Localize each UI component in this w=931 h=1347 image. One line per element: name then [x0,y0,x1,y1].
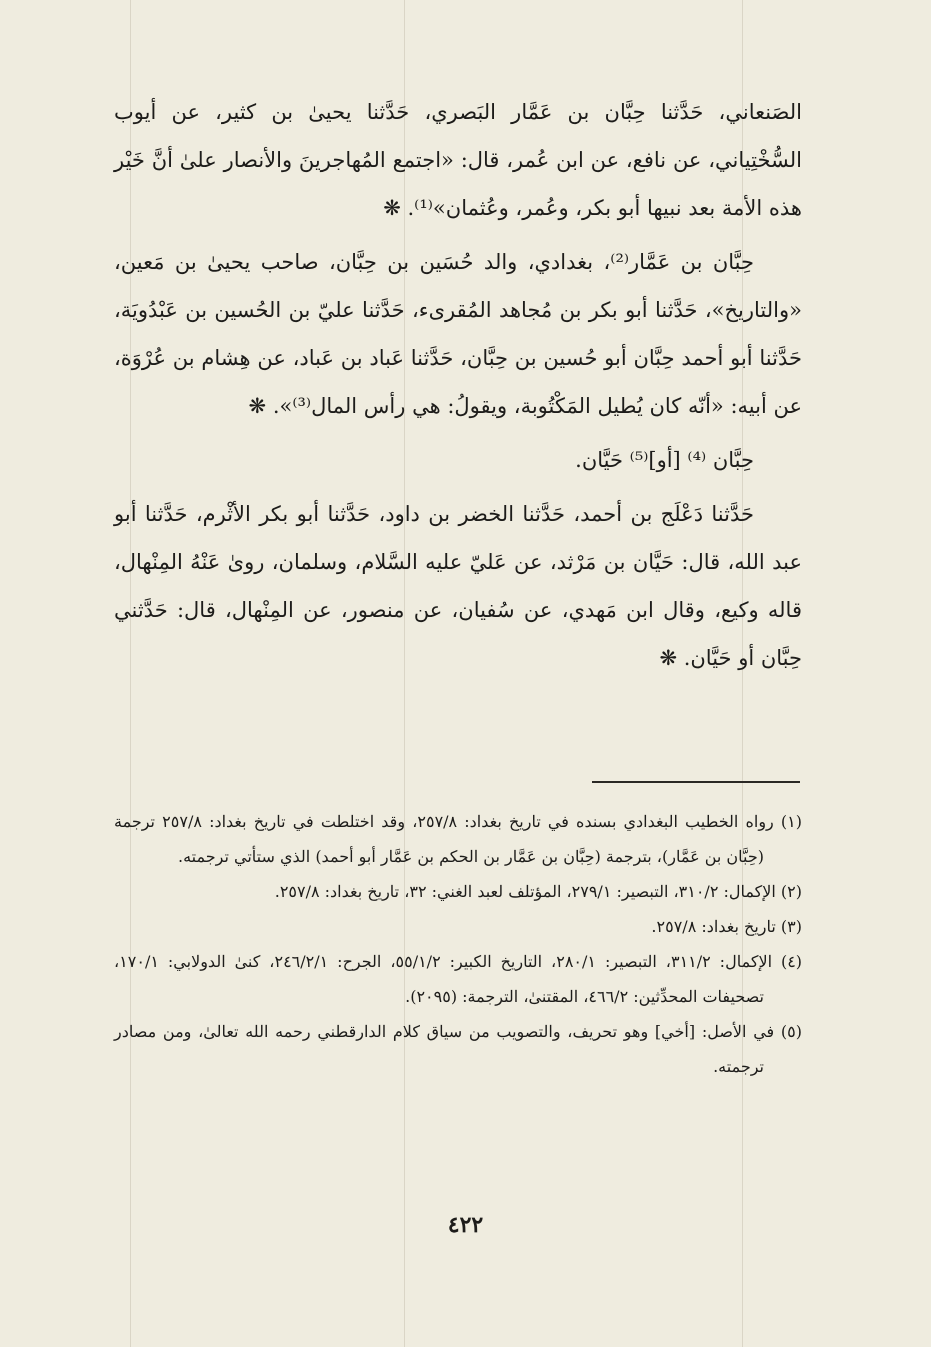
footnotes [114,804,802,1084]
paragraph-2: حِبَّان بن عَمَّار⁽²⁾، بغدادي، والد حُسَين بن حِبَّان، صاحب يحيىٰ بن مَعين، «والتاريخ»، حَدَّثنا أبو بكر بن مُجاهد المُقرىء، حَدَّثنا عليّ بن الحُسين بن عَبْدُويَة، حَدَّثنا أبو أحمد حِبَّان أبو حُسين بن حِبَّان، حَدَّثنا عَباد بن عَباد، عن هِشام بن عُرْوَة، عن أبيه: «أنّه كان يُطيل المَكْتُوبة، ويقولُ: هي رأس المال⁽³⁾». ❋ [114,250,802,418]
entry-heading: حِبَّان ⁽⁴⁾ [أو]⁽⁵⁾ حَيَّان. [575,448,754,472]
footnote-separator [592,781,800,783]
page-number: ٤٢٢ [447,1212,484,1238]
main-text [114,88,802,682]
footnote-4: (٤) الإكمال: ٣١١/٢، التبصير: ٢٨٠/١، التاريخ الكبير: ٥٥/١/٢، الجرح: ٢٤٦/٢/١، كنىٰ الدولابي: ١٧٠/١، تصحيفات المحدِّثين: ٤٦٦/٢، المقتنىٰ، الترجمة: (٢٠٩٥). [114,952,803,1006]
footnote-3: (٣) تاريخ بغداد: ٢٥٧/٨. [651,917,802,936]
paragraph-1: الصَنعاني، حَدَّثنا حِبَّان بن عَمَّار البَصري، حَدَّثنا يحيىٰ بن كثير، عن أيوب السُّخْتِياني، عن نافع، عن ابن عُمر، قال: «اجتمع المُهاجرينَ والأنصار علىٰ أنَّ خَيْر هذه الأمة بعد نبيها أبو بكر، وعُمر، وعُثمان»⁽¹⁾. ❋ [114,100,802,220]
footnote-5: (٥) في الأصل: [أخي] وهو تحريف، والتصويب من سياق كلام الدارقطني رحمه الله تعالىٰ، ومن مصادر ترجمته. [114,1022,802,1076]
paragraph-3: حَدَّثنا دَعْلَج بن أحمد، حَدَّثنا الخضر بن داود، حَدَّثنا أبو بكر الأثْرم، حَدَّثنا أبو عبد الله، قال: حَيَّان بن مَرْثد، عن عَليّ عليه السَّلام، وسلمان، روىٰ عَنْهُ المِنْهال، قاله وكيع، وقال ابن مَهدي، عن سُفيان، عن منصور، عن المِنْهال، قال: حَدَّثني حِبَّان أو حَيَّان. ❋ [114,502,802,670]
footnote-2: (٢) الإكمال: ٣١٠/٢، التبصير: ٢٧٩/١، المؤتلف لعبد الغني: ٣٢، تاريخ بغداد: ٢٥٧/٨. [274,882,802,901]
footnote-1: (١) رواه الخطيب البغدادي بسنده في تاريخ بغداد: ٢٥٧/٨، وقد اختلطت في تاريخ بغداد: ٢٥٧/٨ ترجمة (حِبَّان بن عَمَّار)، بترجمة (حِبَّان بن عَمَّار بن الحكم بن عَمَّار أبو أحمد) الذي ستأتي ترجمته. [114,812,803,866]
